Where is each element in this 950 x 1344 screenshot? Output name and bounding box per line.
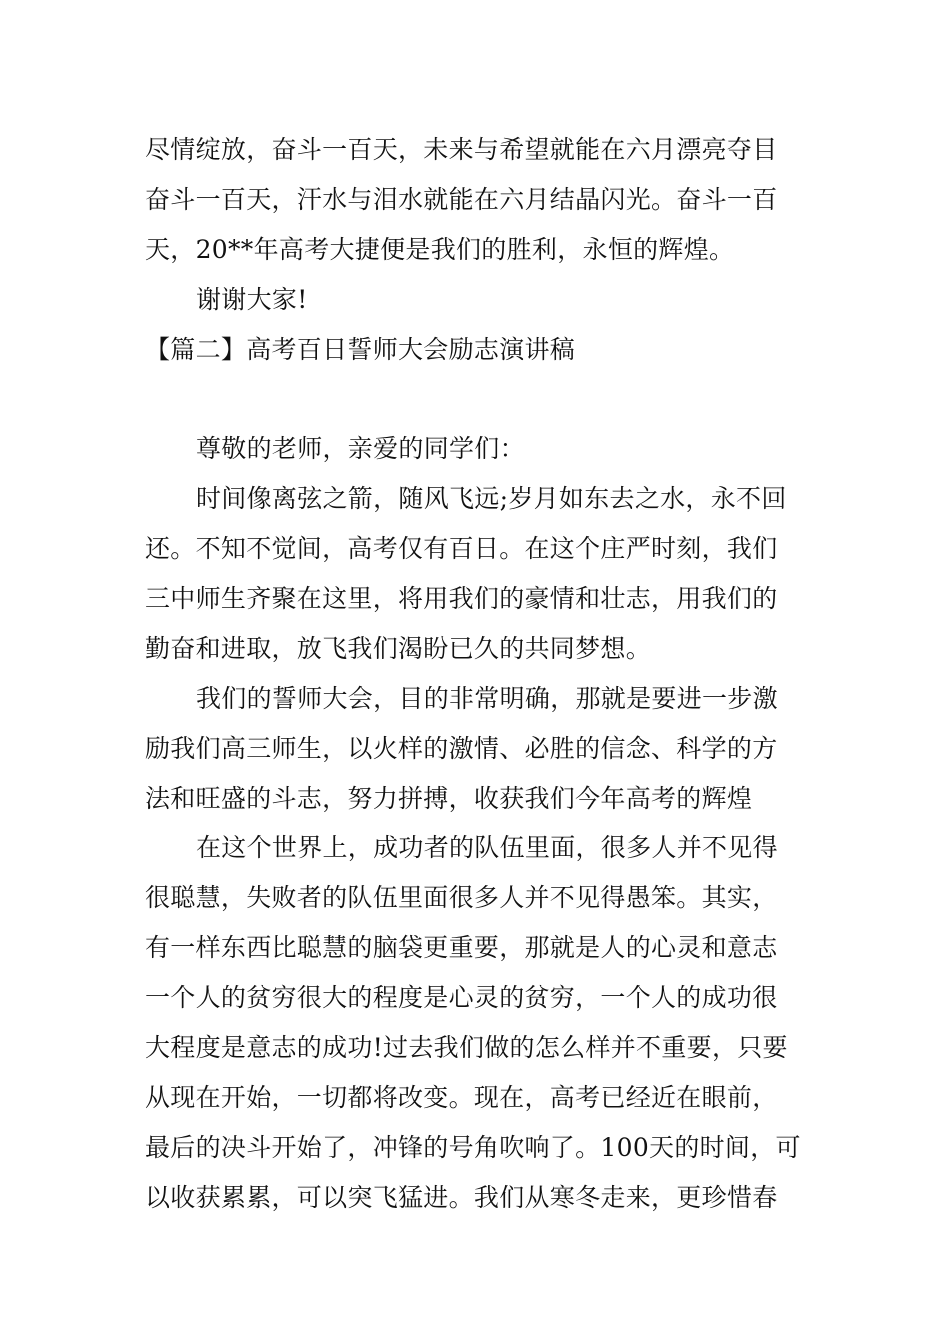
body-line: 奋斗一百天，汗水与泪水就能在六月结晶闪光。奋斗一百 xyxy=(145,185,778,214)
body-line: 勤奋和进取，放飞我们渴盼已久的共同梦想。 xyxy=(145,634,652,663)
body-line: 从现在开始，一切都将改变。现在，高考已经近在眼前， xyxy=(145,1083,778,1112)
body-line: 还。不知不觉间，高考仅有百日。在这个庄严时刻，我们 xyxy=(145,534,778,563)
body-line: 尽情绽放，奋斗一百天，未来与希望就能在六月漂亮夺目 xyxy=(145,135,778,164)
body-line: 在这个世界上，成功者的队伍里面，很多人并不见得 xyxy=(196,833,778,862)
body-line: 有一样东西比聪慧的脑袋更重要，那就是人的心灵和意志 xyxy=(145,933,778,962)
salutation-line: 尊敬的老师，亲爱的同学们： xyxy=(196,434,525,463)
body-line: 最后的决斗开始了，冲锋的号角吹响了。100天的时间，可 xyxy=(145,1133,801,1162)
body-line: 大程度是意志的成功!过去我们做的怎么样并不重要，只要 xyxy=(145,1033,788,1062)
closing-line: 谢谢大家! xyxy=(196,285,308,314)
body-line: 三中师生齐聚在这里，将用我们的豪情和壮志，用我们的 xyxy=(145,584,778,613)
body-line: 天，20**年高考大捷便是我们的胜利，永恒的辉煌。 xyxy=(145,235,735,264)
body-line: 法和旺盛的斗志，努力拼搏，收获我们今年高考的辉煌 xyxy=(145,784,753,813)
body-line: 很聪慧，失败者的队伍里面很多人并不见得愚笨。其实， xyxy=(145,883,778,912)
body-line: 时间像离弦之箭，随风飞远;岁月如东去之水，永不回 xyxy=(196,484,787,513)
body-line: 一个人的贫穷很大的程度是心灵的贫穷，一个人的成功很 xyxy=(145,983,778,1012)
body-line: 以收获累累，可以突飞猛进。我们从寒冬走来，更珍惜春 xyxy=(145,1183,778,1212)
body-line: 励我们高三师生，以火样的激情、必胜的信念、科学的方 xyxy=(145,734,778,763)
section-heading: 【篇二】高考百日誓师大会励志演讲稿 xyxy=(145,335,576,364)
body-line: 我们的誓师大会，目的非常明确，那就是要进一步激 xyxy=(196,684,778,713)
